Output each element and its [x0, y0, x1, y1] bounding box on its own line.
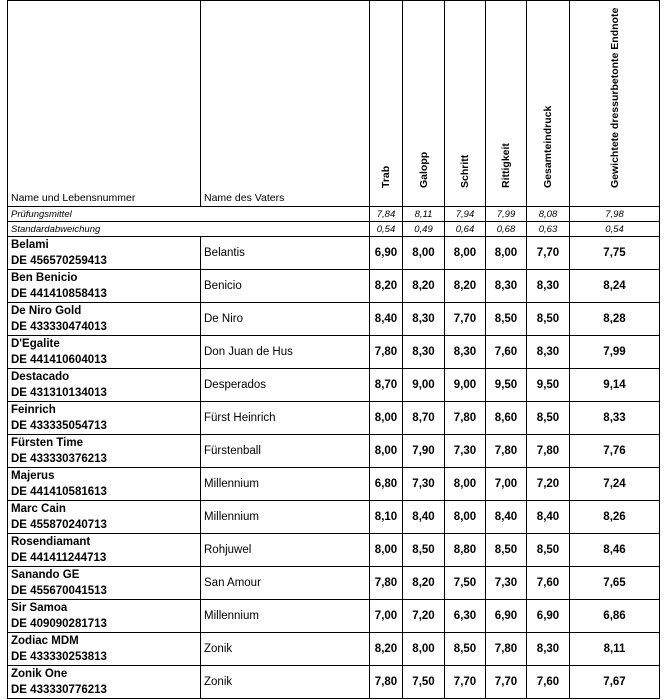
score-cell: 8,40	[403, 501, 445, 534]
horse-cell	[8, 666, 201, 699]
score-cell: 7,80	[486, 633, 527, 666]
header-rittigkeit: Rittigkeit	[486, 1, 527, 207]
score-cell: 8,50	[527, 534, 570, 567]
stat-value: 0,64	[445, 222, 486, 237]
score-cell: 8,11	[570, 633, 660, 666]
score-cell: 7,30	[445, 435, 486, 468]
score-cell: 8,30	[403, 303, 445, 336]
horse-name: Rosendiamant	[11, 536, 91, 548]
score-cell: 7,80	[527, 435, 570, 468]
header-gesamteindruck: Gesamteindruck	[527, 1, 570, 207]
score-cell: 8,80	[445, 534, 486, 567]
horse-number: DE 433330776213	[11, 684, 107, 696]
father-name: Millennium	[201, 600, 370, 633]
horse-number: DE 433330474013	[11, 321, 107, 333]
score-cell: 7,80	[370, 567, 403, 600]
horse-number: DE 433335054713	[11, 420, 107, 432]
table-row	[8, 567, 660, 600]
score-cell: 8,30	[527, 336, 570, 369]
score-cell: 7,67	[570, 666, 660, 699]
score-cell: 8,26	[570, 501, 660, 534]
score-cell: 7,50	[445, 567, 486, 600]
score-cell: 7,00	[486, 468, 527, 501]
horse-number: DE 433330253813	[11, 651, 107, 663]
father-name: Fürstenball	[201, 435, 370, 468]
stat-value: 8,11	[403, 207, 445, 222]
score-cell: 7,76	[570, 435, 660, 468]
horse-name: Sanando GE	[11, 569, 80, 581]
father-name: Don Juan de Hus	[201, 336, 370, 369]
father-name: San Amour	[201, 567, 370, 600]
horse-cell	[8, 369, 201, 402]
score-cell: 8,10	[370, 501, 403, 534]
father-name: De Niro	[201, 303, 370, 336]
score-cell: 7,50	[403, 666, 445, 699]
score-cell: 6,86	[570, 600, 660, 633]
score-cell: 9,50	[527, 369, 570, 402]
header-row	[8, 1, 660, 207]
score-cell: 7,70	[445, 303, 486, 336]
horse-name: Marc Cain	[11, 503, 66, 515]
father-name: Desperados	[201, 369, 370, 402]
horse-cell	[8, 435, 201, 468]
table-row	[8, 633, 660, 666]
stat-row	[8, 222, 660, 237]
score-cell: 8,40	[370, 303, 403, 336]
score-cell: 7,60	[527, 666, 570, 699]
score-cell: 8,00	[370, 435, 403, 468]
score-cell: 6,90	[370, 237, 403, 270]
horse-cell	[8, 567, 201, 600]
header-schritt: Schritt	[445, 1, 486, 207]
horse-cell	[8, 534, 201, 567]
score-cell: 8,00	[445, 237, 486, 270]
score-cell: 7,75	[570, 237, 660, 270]
horse-name: Fürsten Time	[11, 437, 83, 449]
horse-number: DE 455870240713	[11, 519, 107, 531]
score-cell: 8,60	[486, 402, 527, 435]
score-cell: 8,30	[486, 270, 527, 303]
table-row	[8, 336, 660, 369]
table-row	[8, 600, 660, 633]
father-name: Millennium	[201, 501, 370, 534]
score-cell: 7,90	[403, 435, 445, 468]
father-name: Fürst Heinrich	[201, 402, 370, 435]
horse-number: DE 433330376213	[11, 453, 107, 465]
score-cell: 7,60	[486, 336, 527, 369]
score-cell: 8,70	[370, 369, 403, 402]
score-cell: 6,80	[370, 468, 403, 501]
results-table	[7, 0, 660, 699]
table-row	[8, 501, 660, 534]
horse-number: DE 431310134013	[11, 387, 107, 399]
horse-cell	[8, 303, 201, 336]
score-cell: 7,80	[370, 336, 403, 369]
stat-label: Standardabweichung	[8, 222, 370, 237]
header-father: Name des Vaters	[201, 1, 370, 207]
horse-number: DE 441410604013	[11, 354, 107, 366]
table-row	[8, 270, 660, 303]
score-cell: 8,20	[403, 567, 445, 600]
score-cell: 7,80	[445, 402, 486, 435]
score-cell: 7,70	[527, 237, 570, 270]
score-cell: 8,00	[445, 468, 486, 501]
father-name: Zonik	[201, 666, 370, 699]
score-cell: 7,99	[570, 336, 660, 369]
score-cell: 7,00	[370, 600, 403, 633]
father-name: Benicio	[201, 270, 370, 303]
horse-number: DE 456570259413	[11, 255, 107, 267]
father-name: Rohjuwel	[201, 534, 370, 567]
score-cell: 8,30	[527, 633, 570, 666]
horse-name: Zodiac MDM	[11, 635, 79, 647]
score-cell: 8,30	[403, 336, 445, 369]
score-cell: 8,50	[527, 402, 570, 435]
horse-cell	[8, 468, 201, 501]
score-cell: 8,50	[486, 303, 527, 336]
table-row	[8, 303, 660, 336]
horse-number: DE 441411244713	[11, 552, 107, 564]
stat-value: 7,94	[445, 207, 486, 222]
table-row	[8, 402, 660, 435]
header-endnote: Gewichtete dressurbetonte Endnote	[570, 1, 660, 207]
horse-cell	[8, 600, 201, 633]
score-cell: 9,50	[486, 369, 527, 402]
horse-name: Zonik One	[11, 668, 68, 680]
stat-value: 8,08	[527, 207, 570, 222]
stat-row	[8, 207, 660, 222]
father-name: Millennium	[201, 468, 370, 501]
table-row	[8, 666, 660, 699]
horse-name: Majerus	[11, 470, 55, 482]
father-name: Zonik	[201, 633, 370, 666]
horse-number: DE 409090281713	[11, 618, 107, 630]
horse-name: De Niro Gold	[11, 305, 82, 317]
score-cell: 8,00	[403, 237, 445, 270]
table-row	[8, 237, 660, 270]
header-name: Name und Lebensnummer	[8, 1, 201, 207]
score-cell: 8,24	[570, 270, 660, 303]
horse-name: Ben Benicio	[11, 272, 78, 284]
score-cell: 6,30	[445, 600, 486, 633]
stat-value: 0,54	[370, 222, 403, 237]
horse-name: Belami	[11, 239, 49, 251]
score-cell: 7,70	[486, 666, 527, 699]
table-row	[8, 534, 660, 567]
score-cell: 8,50	[486, 534, 527, 567]
score-cell: 8,33	[570, 402, 660, 435]
table-row	[8, 369, 660, 402]
score-cell: 8,28	[570, 303, 660, 336]
score-cell: 8,70	[403, 402, 445, 435]
score-cell: 8,50	[403, 534, 445, 567]
score-cell: 8,40	[527, 501, 570, 534]
father-name: Belantis	[201, 237, 370, 270]
horse-cell	[8, 270, 201, 303]
score-cell: 7,20	[403, 600, 445, 633]
stat-value: 0,49	[403, 222, 445, 237]
horse-number: DE 441410581613	[11, 486, 107, 498]
horse-cell	[8, 402, 201, 435]
table-row	[8, 468, 660, 501]
table-row	[8, 435, 660, 468]
stat-value: 0,54	[570, 222, 660, 237]
score-cell: 7,60	[527, 567, 570, 600]
score-cell: 8,30	[445, 336, 486, 369]
score-cell: 9,14	[570, 369, 660, 402]
score-cell: 8,20	[370, 633, 403, 666]
score-cell: 8,30	[527, 270, 570, 303]
score-cell: 6,90	[486, 600, 527, 633]
horse-number: DE 441410858413	[11, 288, 107, 300]
horse-name: Sir Samoa	[11, 602, 68, 614]
score-cell: 8,50	[445, 633, 486, 666]
header-galopp: Galopp	[403, 1, 445, 207]
score-cell: 8,20	[445, 270, 486, 303]
stat-value: 7,84	[370, 207, 403, 222]
horse-number: DE 455670041513	[11, 585, 107, 597]
score-cell: 7,80	[486, 435, 527, 468]
score-cell: 7,70	[445, 666, 486, 699]
horse-name: Destacado	[11, 371, 70, 383]
score-cell: 8,40	[486, 501, 527, 534]
stat-value: 0,68	[486, 222, 527, 237]
score-cell: 8,20	[403, 270, 445, 303]
score-cell: 8,46	[570, 534, 660, 567]
score-cell: 8,50	[527, 303, 570, 336]
score-cell: 8,00	[370, 534, 403, 567]
stat-label: Prüfungsmittel	[8, 207, 370, 222]
header-trab: Trab	[370, 1, 403, 207]
horse-cell	[8, 336, 201, 369]
score-cell: 7,80	[370, 666, 403, 699]
score-cell: 6,90	[527, 600, 570, 633]
horse-name: D'Egalite	[11, 338, 60, 350]
stat-value: 7,99	[486, 207, 527, 222]
score-cell: 8,20	[370, 270, 403, 303]
score-cell: 8,00	[445, 501, 486, 534]
horse-name: Feinrich	[11, 404, 56, 416]
score-cell: 7,65	[570, 567, 660, 600]
score-cell: 9,00	[403, 369, 445, 402]
horse-cell	[8, 633, 201, 666]
score-cell: 9,00	[445, 369, 486, 402]
score-cell: 8,00	[486, 237, 527, 270]
horse-cell	[8, 501, 201, 534]
score-cell: 7,20	[527, 468, 570, 501]
score-cell: 7,30	[403, 468, 445, 501]
score-cell: 8,00	[370, 402, 403, 435]
score-cell: 7,24	[570, 468, 660, 501]
score-cell: 8,00	[403, 633, 445, 666]
score-cell: 7,30	[486, 567, 527, 600]
horse-cell	[8, 237, 201, 270]
stat-value: 0,63	[527, 222, 570, 237]
stat-value: 7,98	[570, 207, 660, 222]
